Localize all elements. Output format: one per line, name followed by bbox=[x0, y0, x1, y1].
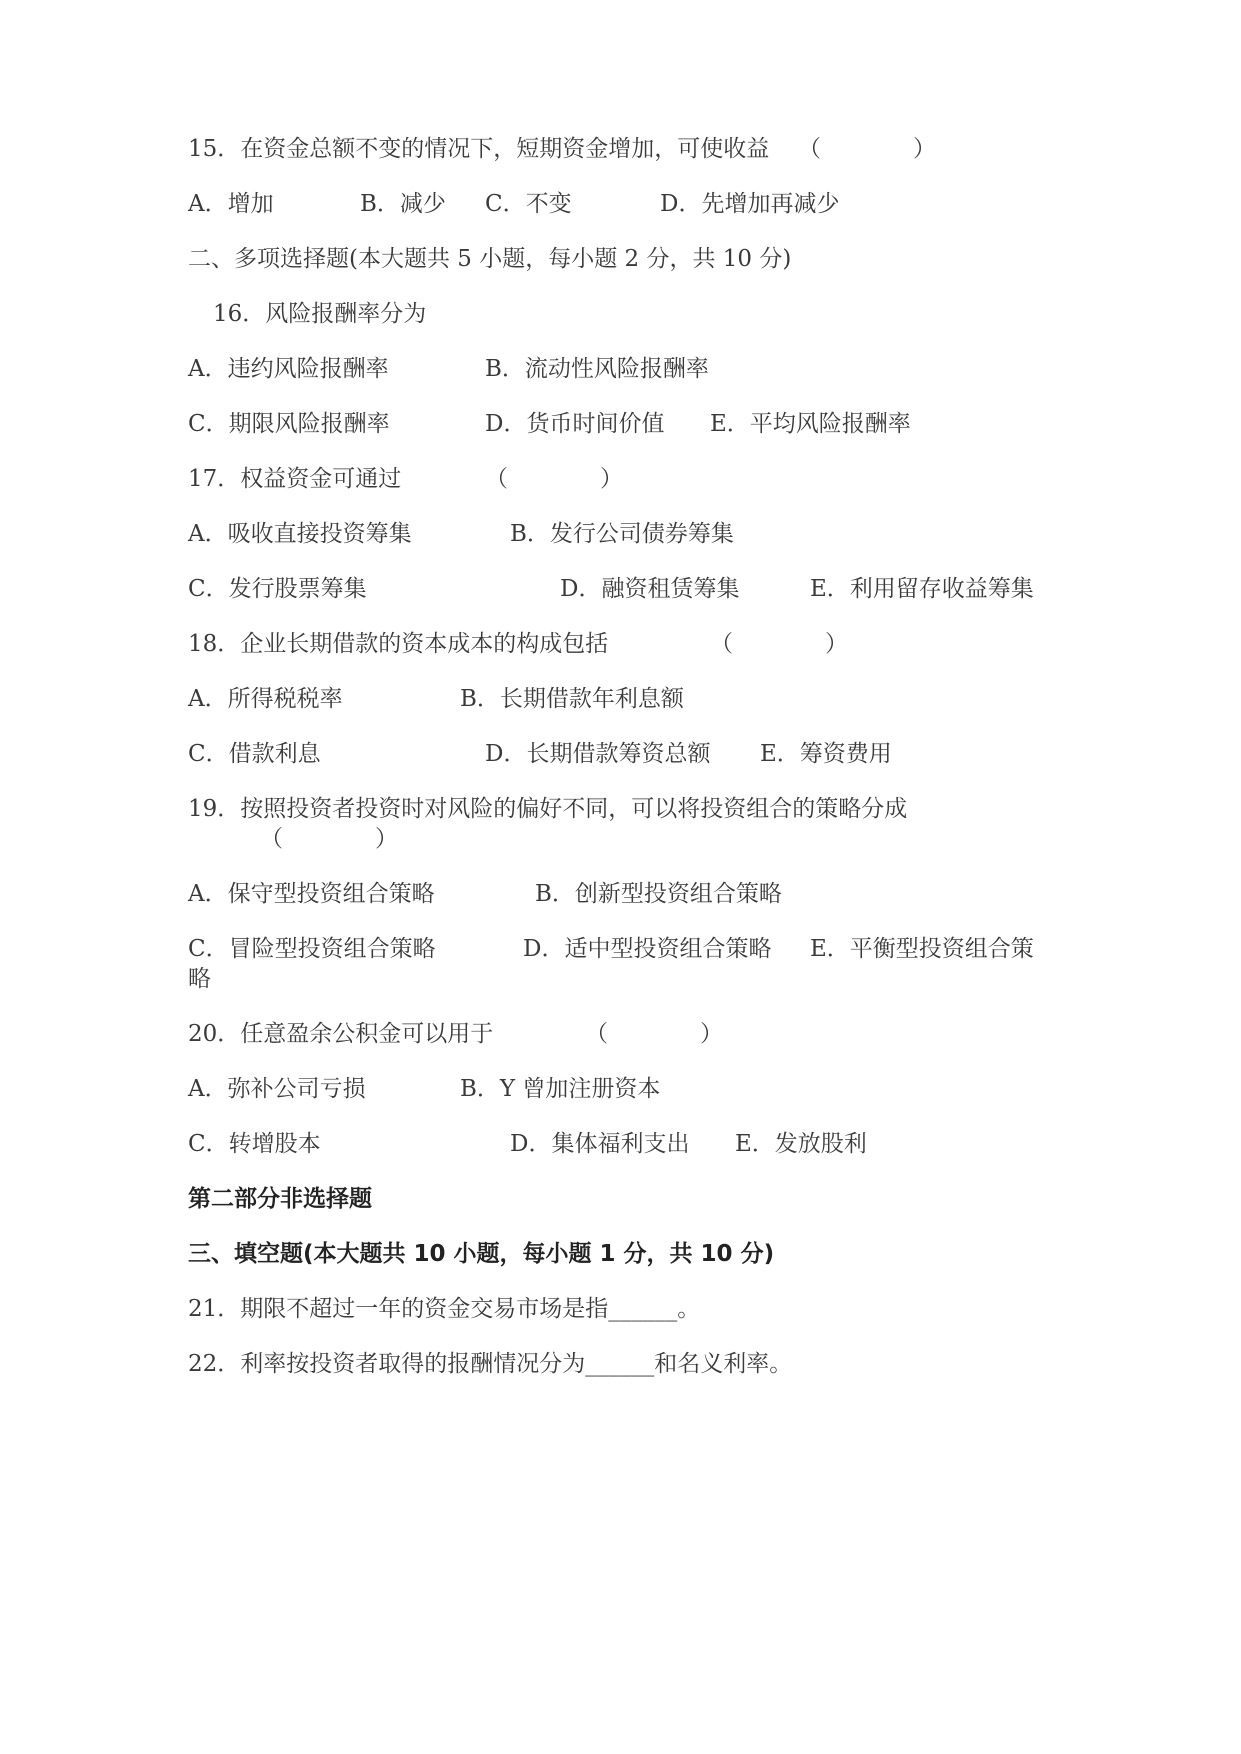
option-a: A．吸收直接投资筹集 bbox=[188, 521, 412, 547]
question-stem: 16．风险报酬率分为 bbox=[213, 301, 427, 327]
question-stem: 21．期限不超过一年的资金交易市场是指______。 bbox=[188, 1296, 701, 1322]
option-c: C．冒险型投资组合策略 bbox=[188, 936, 436, 962]
option-e: E．平衡型投资组合策 bbox=[810, 936, 1034, 962]
part-title: 第二部分非选择题 bbox=[188, 1186, 372, 1212]
option-a: A．弥补公司亏损 bbox=[188, 1076, 366, 1102]
option-d: D．先增加再减少 bbox=[660, 191, 840, 217]
option-d: D．融资租赁筹集 bbox=[560, 576, 740, 602]
question-stem: 18．企业长期借款的资本成本的构成包括 bbox=[188, 631, 609, 657]
option-b: B．Y 曾加注册资本 bbox=[460, 1076, 661, 1102]
option-b: B．长期借款年利息额 bbox=[460, 686, 684, 712]
option-c: C．借款利息 bbox=[188, 741, 321, 767]
option-b: B．减少 bbox=[360, 191, 446, 217]
option-e: E．筹资费用 bbox=[760, 741, 892, 767]
question-stem: 20．任意盈余公积金可以用于 bbox=[188, 1021, 494, 1047]
option-e: E．利用留存收益筹集 bbox=[810, 576, 1034, 602]
answer-paren: （ ） bbox=[585, 1021, 723, 1047]
option-b: B．流动性风险报酬率 bbox=[485, 356, 709, 382]
option-a: A．保守型投资组合策略 bbox=[188, 881, 435, 907]
option-b: B．发行公司债券筹集 bbox=[510, 521, 734, 547]
answer-paren: （ ） bbox=[798, 136, 936, 162]
option-a: A．违约风险报酬率 bbox=[188, 356, 389, 382]
option-e: E．平均风险报酬率 bbox=[710, 411, 911, 437]
option-a: A．增加 bbox=[188, 191, 274, 217]
option-b: B．创新型投资组合策略 bbox=[535, 881, 782, 907]
option-e: E．发放股利 bbox=[735, 1131, 867, 1157]
option-d: D．长期借款筹资总额 bbox=[485, 741, 711, 767]
option-c: C．不变 bbox=[485, 191, 572, 217]
question-stem: 22．利率按投资者取得的报酬情况分为______和名义利率。 bbox=[188, 1351, 793, 1377]
option-d: D．适中型投资组合策略 bbox=[523, 936, 772, 962]
option-a: A．所得税税率 bbox=[188, 686, 343, 712]
option-e-wrap: 略 bbox=[188, 966, 211, 992]
option-c: C．发行股票筹集 bbox=[188, 576, 367, 602]
answer-paren: （ ） bbox=[260, 826, 398, 852]
option-c: C．期限风险报酬率 bbox=[188, 411, 390, 437]
option-d: D．集体福利支出 bbox=[510, 1131, 690, 1157]
answer-paren: （ ） bbox=[710, 631, 848, 657]
section-title: 三、填空题(本大题共 10 小题，每小题 1 分，共 10 分) bbox=[188, 1241, 775, 1267]
question-stem: 19．按照投资者投资时对风险的偏好不同，可以将投资组合的策略分成 bbox=[188, 796, 908, 822]
question-stem: 17．权益资金可通过 bbox=[188, 466, 402, 492]
section-title: 二、多项选择题(本大题共 5 小题，每小题 2 分，共 10 分) bbox=[188, 246, 792, 272]
question-stem: 15．在资金总额不变的情况下，短期资金增加，可使收益 bbox=[188, 136, 770, 162]
option-c: C．转增股本 bbox=[188, 1131, 321, 1157]
option-d: D．货币时间价值 bbox=[485, 411, 665, 437]
answer-paren: （ ） bbox=[485, 466, 623, 492]
